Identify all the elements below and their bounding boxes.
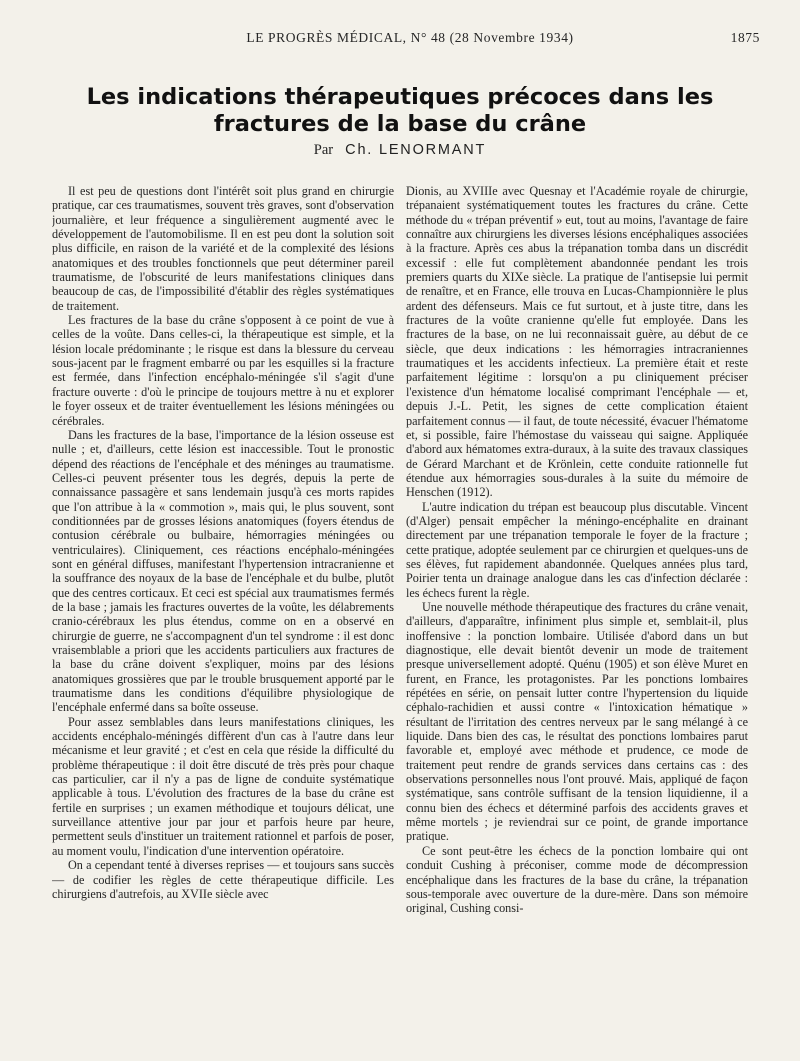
paragraph: Ce sont peut-être les échecs de la ponction lombaire qui ont conduit Cushing à préconiser, comme mode de décompression encéphalique dans les fractures de la base du crâne, la trépanation sous-temporale avec ouverture de la dure-mère. Dans son mémoire original, Cushing consi- xyxy=(406,843,748,916)
paragraph: Les fractures de la base du crâne s'opposent à ce point de vue à celles de la voûte. Dans celles-ci, la thérapeutique est simple, et la lésion locale prédominante ; le risque est dans la blessure du cerveau sous-jacent par le fragment embarré ou par les esquilles si la fracture est fermée, dans l'infection encéphalo-méningée s'il s'agit d'une fracture ouverte : d'où le principe de toujours mettre à nu et explorer le foyer osseux et de traiter éventuellement les lésions méningées ou cérébrales. xyxy=(52,313,394,428)
article-title: Les indications thérapeutiques précoces dans les fractures de la base du crâne xyxy=(86,84,714,137)
journal-header: LE PROGRÈS MÉDICAL, N° 48 (28 Novembre 1934) xyxy=(246,30,574,45)
paragraph: Une nouvelle méthode thérapeutique des fractures du crâne venait, d'ailleurs, d'apparaître, infiniment plus simple et, semblait-il, plus inoffensive : la ponction lombaire. Utilisée d'abord dans un but diagnostique, elle devait bientôt devenir un mode de traitement presque universellement adopté. Quénu (1905) et son élève Muret en furent, en France, les protagonistes. Par les ponctions lombaires répétées en série, on pensait lutter contre l'hypertension du liquide céphalo-rachidien et aussi contre « l'intoxication hématique » résultant de l'irritation des centres nerveux par le sang mélangé à ce liquide. Dans bien des cas, le résultat des ponctions lombaires parut favorable et, employé avec méthode et prudence, ce mode de traitement peut rendre de grands services dans certains cas : des observations personnelles nous l'ont prouvé. Mais, appliqué de façon systématique, sans contrôle suffisant de la tension liquidienne, il a connu bien des échecs et déterminé parfois des accidents graves et même mortels ; je reviendrai sur ce point, de grande importance pratique. xyxy=(406,599,748,844)
page-number: 1875 xyxy=(730,30,760,45)
paragraph: Dans les fractures de la base, l'importance de la lésion osseuse est nulle ; et, d'ailleurs, cette lésion est inaccessible. Tout le pronostic dépend des réactions de l'encéphale et des méninges au traumatisme. Celles-ci peuvent présenter tous les degrés, depuis la perte de connaissance passagère et sans lendemain jusqu'à ces morts rapides que l'on attribue à la « commotion », mais qui, le plus souvent, sont conditionnées par de grosses lésions anatomiques (foyers étendus de contusion cérébrale ou bulbaire, hémorragies méningées ou ventriculaires). Cliniquement, ces réactions encéphalo-méningées sont en général diffuses, manifestant l'hypertension intracranienne et la souffrance des noyaux de la base de l'encéphale et du bulbe, plutôt que des centres corticaux. Et ceci est spécial aux traumatismes fermés de la base ; jamais les fractures ouvertes de la voûte, les délabrements cranio-cérébraux les plus étendus, comme on en a observé en chirurgie de guerre, ne s'accompagnent d'un tel syndrome : il est donc vraisemblable a priori que les accidents particuliers aux fractures de la base du crâne doivent s'expliquer, moins par des lésions anatomiques grossières que par le trouble brusquement apporté par le traumatisme dans les conditions d'équilibre physiologique de l'encéphale enfermé dans sa boîte osseuse. xyxy=(52,427,394,715)
paragraph: Pour assez semblables dans leurs manifestations cliniques, les accidents encéphalo-méningés diffèrent d'un cas à l'autre dans leur mécanisme et leur gravité ; et c'est en cela que réside la difficulté du problème thérapeutique : il doit être discuté de très près pour chaque cas particulier, car il n'y a pas de ligne de conduite systématique applicable à tous. L'évolution des fractures de la base du crâne est fertile en surprises ; un examen méthodique et toujours délicat, une surveillance attentive jour par jour et parfois heure par heure, permettent seuls d'instituer un traitement rationnel et parfois de poser, au moment voulu, l'indication d'une intervention opératoire. xyxy=(52,714,394,858)
paragraph: Dionis, au XVIIIe avec Quesnay et l'Académie royale de chirurgie, trépanaient systématiquement toutes les fractures du crâne. Cette méthode du « trépan préventif » eut, tout au moins, l'avantage de faire connaître aux chirurgiens les diverses lésions encéphaliques associées à la fracture. Après ces abus la trépanation tomba dans un discrédit excessif : elle fut complètement abandonnée pendant les trois premiers quarts du XIXe siècle. La pratique de l'antisepsie lui permit de renaître, et en France, elle trouva en Lucas-Championnière le plus ardent des défenseurs. Mais ce fut surtout, et à juste titre, dans les fractures de la voûte cranienne qu'elle fut employée. Dans les fractures de la base, on ne lui reconnaissait guère, au début de ce siècle, que deux indications : les hémorragies intracraniennes traumatiques et les accidents infectieux. La première était et reste parfaitement légitime : lorsqu'on a pu cliniquement préciser l'existence d'un hématome localisé comprimant l'encéphale — et, depuis J.-L. Petit, les signes de cette complication étaient parfaitement connus — il faut, de toute nécessité, évacuer l'hématome et, si possible, faire l'hémostase du vaisseau qui saigne. Appliquée d'abord aux hématomes extra-duraux, à la suite des travaux classiques de Gérard Marchant et de Krönlein, cette conduite rationnelle fut étendue aux hémorragies sous-durales à la suite du mémoire de Henschen (1912). xyxy=(406,184,748,500)
column-left xyxy=(52,184,394,1049)
paragraph: Il est peu de questions dont l'intérêt soit plus grand en chirurgie pratique, car ces traumatismes, souvent très graves, sont d'observation journalière, et leur fréquence a singulièrement augmenté avec le développement de l'automobilisme. Il en est peu dont la solution soit plus difficile, en raison de la variété et de la complexité des lésions anatomiques et des troubles fonctionnels que peut déterminer pareil traumatisme, de l'obscurité de leurs manifestations cliniques dans beaucoup de cas, de l'impossibilité d'établir des règles systématiques de traitement. xyxy=(52,184,394,313)
author-name: Ch. LENORMANT xyxy=(345,142,487,158)
paragraph: On a cependant tenté à diverses reprises — et toujours sans succès — de codifier les règles de cette thérapeutique difficile. Les chirurgiens d'autrefois, au XVIIe siècle avec xyxy=(52,858,394,901)
byline-prefix: Par xyxy=(313,142,334,158)
byline xyxy=(0,142,800,159)
paragraph: L'autre indication du trépan est beaucoup plus discutable. Vincent (d'Alger) pensait empêcher la méningo-encéphalite en drainant directement par une trépanation temporale le foyer de la fracture ; cette pratique, adoptée seulement par ce chirurgien et quelques-uns de ses élèves, fut rapidement abandonnée. Quelques années plus tard, Poirier tenta un drainage analogue dans les cas d'infection déclarée : les échecs furent la règle. xyxy=(406,499,748,600)
column-right xyxy=(406,184,748,1049)
